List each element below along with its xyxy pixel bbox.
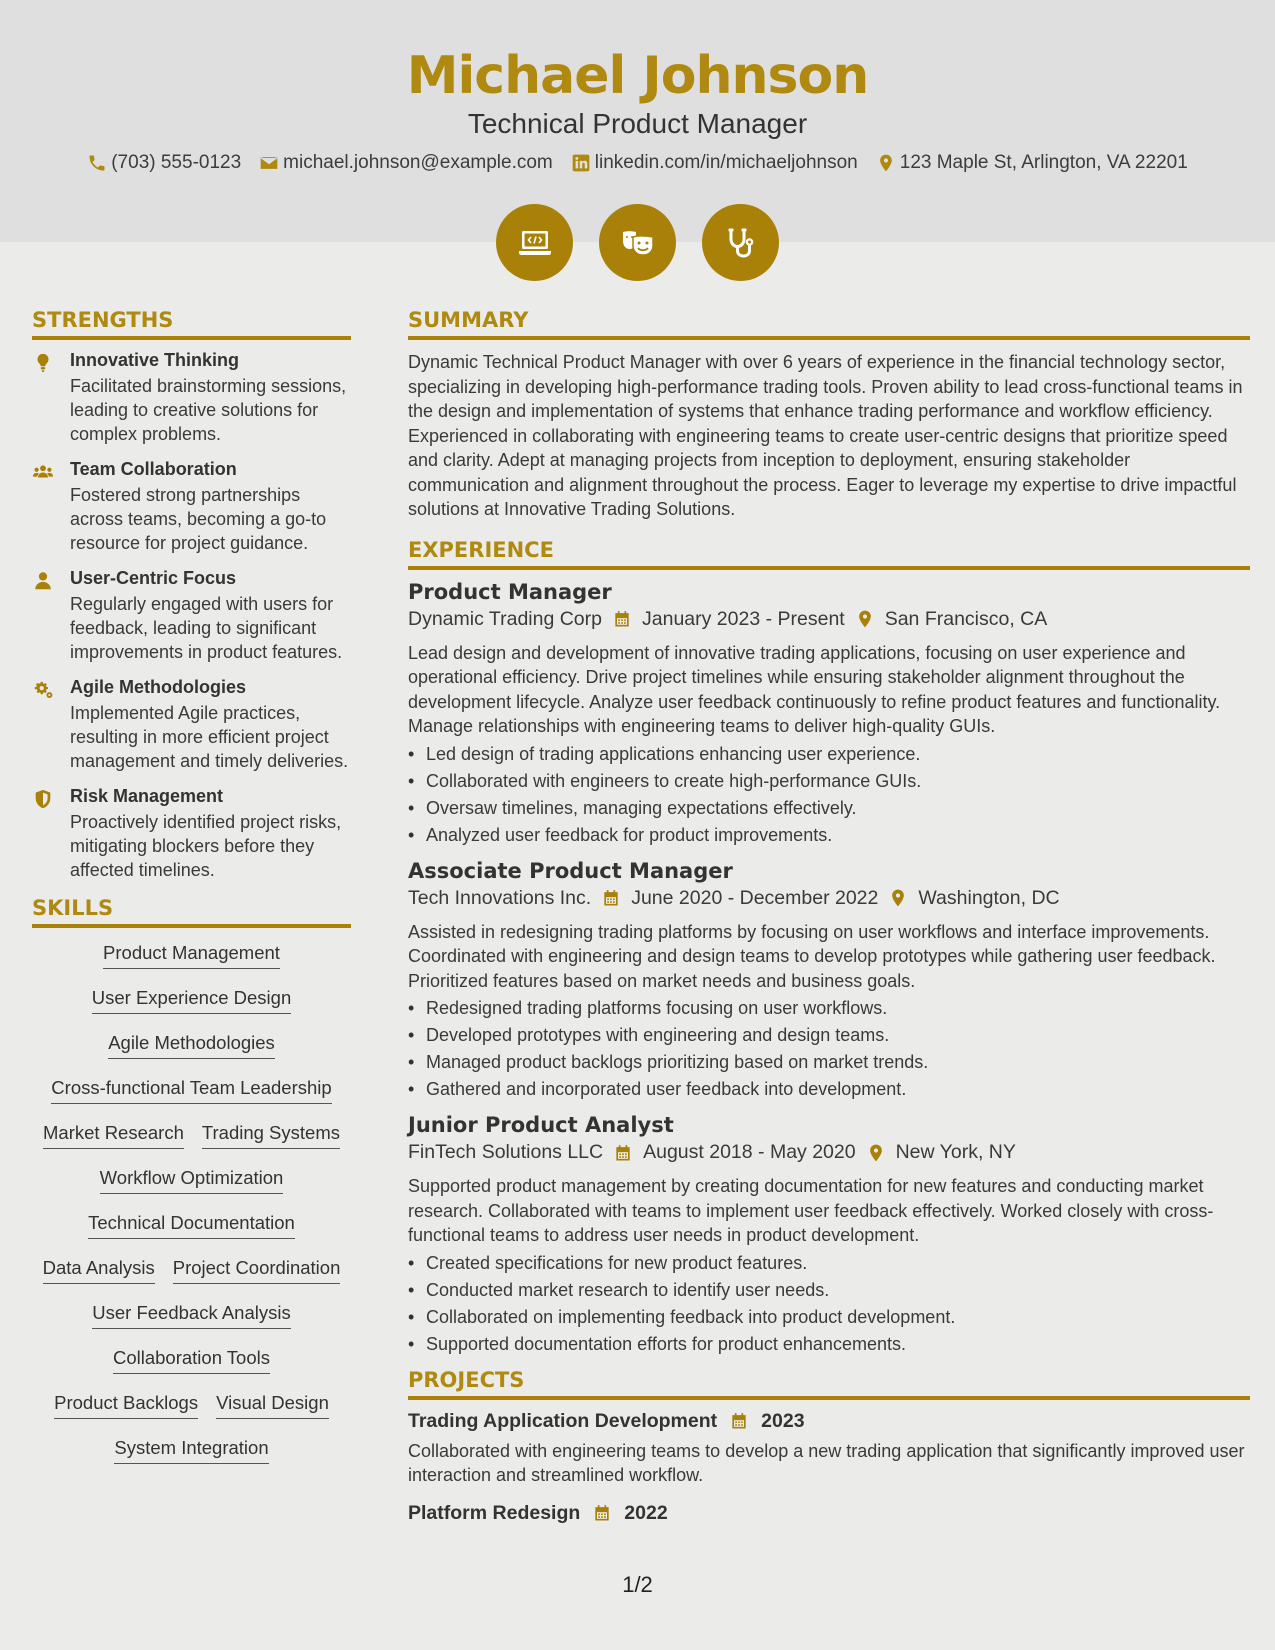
job-bullet: • Collaborated with engineers to create high-performance GUIs. [408,768,1250,795]
job-bullets [408,1250,1250,1358]
calendar-icon [729,1411,749,1431]
project-title-row [408,1502,1250,1525]
skill-tag: Project Coordination [173,1257,341,1284]
skill-tag: User Experience Design [92,987,291,1014]
skill-row [103,942,280,987]
job-location: New York, NY [895,1141,1016,1163]
job-bullet: • Collaborated on implementing feedback into product development. [408,1304,1250,1331]
skill-tag: User Feedback Analysis [92,1302,290,1329]
skill-tag: Workflow Optimization [100,1167,284,1194]
job-role: Associate Product Manager [408,858,733,883]
header-band [0,0,1275,242]
theater-masks-badge [599,204,676,281]
job-bullet: • Created specifications for new product features. [408,1250,1250,1277]
skill-tag: System Integration [114,1437,268,1464]
strength-title: Team Collaboration [70,459,237,479]
project-entry [408,1410,1250,1488]
projects-list [408,1410,1250,1525]
calendar-icon [613,1143,633,1163]
strength-item [32,786,351,882]
project-title: Platform Redesign [408,1501,581,1524]
job-location: Washington, DC [918,886,1060,909]
strength-title: Risk Management [70,786,224,806]
project-entry [408,1502,1250,1525]
job-bullet: • Analyzed user feedback for product improvements. [408,822,1250,849]
job-location: San Francisco, CA [884,607,1048,630]
page-number: 1/2 [622,1572,653,1597]
phone-text: (703) 555-0123 [111,152,242,173]
job-bullet: • Oversaw timelines, managing expectations effectively. [408,795,1250,822]
phone-icon [87,153,107,173]
skill-row [88,1212,295,1257]
linkedin-text: linkedin.com/in/michaeljohnson [594,152,858,173]
skill-tag: Cross-functional Team Leadership [51,1077,331,1104]
calendar-icon [612,609,632,629]
skills-heading: SKILLS [32,896,351,928]
job-entry [408,859,1250,1104]
skill-tag: Technical Documentation [88,1212,295,1239]
strengths-heading: STRENGTHS [32,308,351,340]
job-bullet: • Supported documentation efforts for product enhancements. [408,1331,1250,1358]
skill-row [108,1032,275,1077]
job-bullet: • Managed product backlogs prioritizing based on market trends. [408,1049,1250,1076]
address-text: 123 Maple St, Arlington, VA 22201 [899,152,1188,173]
project-title-row [408,1410,1250,1433]
stethoscope-badge [702,204,779,281]
job-entry [408,580,1250,849]
job-bullets [408,741,1250,849]
strength-item [32,568,351,664]
job-company: Dynamic Trading Corp [408,607,602,630]
users-icon [32,461,54,483]
contact-address [876,152,1188,174]
job-entry [408,1113,1250,1358]
lightbulb-icon [32,352,54,374]
job-bullet: • Redesigned trading platforms focusing on user workflows. [408,995,1250,1022]
strength-item [32,677,351,773]
skill-row [113,1347,270,1392]
experience-list [408,580,1250,1358]
job-dates: January 2023 - Present [642,607,845,630]
job-bullet: • Conducted market research to identify user needs. [408,1277,1250,1304]
skill-tag: Collaboration Tools [113,1347,270,1374]
summary-text: Dynamic Technical Product Manager with over 6 years of experience in the financial technology sector, specializing in developing high-performance trading tools. Proven ability to lead cross-functional teams in the design and implementation of systems that enhance trading performance and workflow efficiency. Experienced in collaborating with engineering teams to create user-centric designs that prioritize speed and clarity. Adept at managing projects from inception to deployment, ensuring stakeholder communication and alignment throughout the process. Eager to leverage my expertise to drive impactful solutions at Innovative Trading Solutions. [408,352,1243,519]
stethoscope-icon [721,223,761,263]
job-company: FinTech Solutions LLC [408,1141,604,1163]
project-year: 2022 [624,1501,668,1524]
project-description: Collaborated with engineering teams to develop a new trading application that significantly improved user interaction and streamlined workflow. [408,1440,1245,1485]
contact-email[interactable] [259,152,553,174]
strength-desc: Implemented Agile practices, resulting in more efficient project management and timely deliveries. [70,703,349,771]
skill-tag: Data Analysis [43,1257,155,1284]
skill-tag: Market Research [43,1122,184,1149]
strength-title: Innovative Thinking [70,350,240,370]
shield-icon [32,788,54,810]
user-icon [32,570,54,592]
strength-desc: Regularly engaged with users for feedback, leading to significant improvements in product features. [70,594,343,662]
map-pin-icon [888,888,908,908]
envelope-icon [259,153,279,173]
skill-row [54,1392,329,1437]
skill-tag: Product Backlogs [54,1392,198,1419]
job-title-heading: Technical Product Manager [467,108,808,139]
job-meta [408,608,1250,631]
laptop-code-badge [496,204,573,281]
skill-row [92,1302,290,1347]
strength-desc: Proactively identified project risks, mitigating blockers before they affected timelines. [70,812,342,880]
job-bullet: • Developed prototypes with engineering and design teams. [408,1022,1250,1049]
calendar-icon [601,888,621,908]
job-bullets [408,995,1250,1103]
skill-row [43,1257,341,1302]
strength-title: User-Centric Focus [70,568,237,588]
calendar-icon [592,1503,612,1523]
left-column [32,308,351,1482]
job-company: Tech Innovations Inc. [408,886,592,909]
email-text: michael.johnson@example.com [283,152,553,173]
badge-row [0,204,1275,281]
job-dates: August 2018 - May 2020 [643,1141,856,1163]
job-description: Lead design and development of innovative trading applications, focusing on user experience and operational efficiency. Drive project timelines while ensuring stakeholder alignment throughout the development lifecycle. Analyze user feedback continuously to refine product features and functionality. Manage relationships with engineering teams to deliver high-quality GUIs. [408,642,1221,736]
strength-desc: Facilitated brainstorming sessions, leading to creative solutions for complex problems. [70,376,347,444]
job-meta [408,887,1250,910]
skill-row [92,987,291,1032]
skill-row [100,1167,284,1212]
strength-desc: Fostered strong partnerships across teams, becoming a go-to resource for project guidance. [70,485,327,553]
project-title: Trading Application Development [408,1409,718,1432]
map-pin-icon [855,609,875,629]
strength-item [32,350,351,446]
theater-masks-icon [618,223,658,263]
contact-linkedin[interactable] [571,152,858,174]
job-description: Supported product management by creating documentation for new features and conducting market research. Collaborated with teams to implement user feedback effectively. Worked closely with cross-functional teams to address user needs in product development. [408,1176,1214,1245]
skill-tag: Visual Design [216,1392,329,1419]
strength-title: Agile Methodologies [70,677,247,697]
experience-heading: EXPERIENCE [408,538,1250,570]
cogs-icon [32,679,54,701]
strength-item [32,459,351,555]
candidate-name: Michael Johnson [406,46,869,106]
skill-row [114,1437,268,1482]
job-meta [408,1141,1250,1164]
skill-row [51,1077,331,1122]
contact-bar [0,152,1275,174]
skills-list [32,942,351,1482]
job-dates: June 2020 - December 2022 [631,886,879,909]
laptop-code-icon [515,223,555,263]
job-role: Product Manager [408,579,612,604]
skill-tag: Product Management [103,942,280,969]
map-pin-icon [876,153,896,173]
job-bullet: • Gathered and incorporated user feedback into development. [408,1076,1250,1103]
project-year: 2023 [761,1409,805,1432]
job-role: Junior Product Analyst [408,1113,674,1137]
job-bullet: • Led design of trading applications enhancing user experience. [408,741,1250,768]
right-column [408,308,1250,1531]
projects-heading: PROJECTS [408,1368,1250,1400]
skill-tag: Trading Systems [202,1122,340,1149]
skill-row [43,1122,340,1167]
contact-phone [87,152,241,174]
map-pin-icon [866,1143,886,1163]
summary-heading: SUMMARY [408,308,1250,340]
job-description: Assisted in redesigning trading platforms by focusing on user workflows and interface improvements. Coordinated with engineering and design teams to develop prototypes while gathering user feedback. Prioritized features based on market needs and business goals. [408,921,1216,991]
skill-tag: Agile Methodologies [108,1032,275,1059]
linkedin-icon [571,153,591,173]
